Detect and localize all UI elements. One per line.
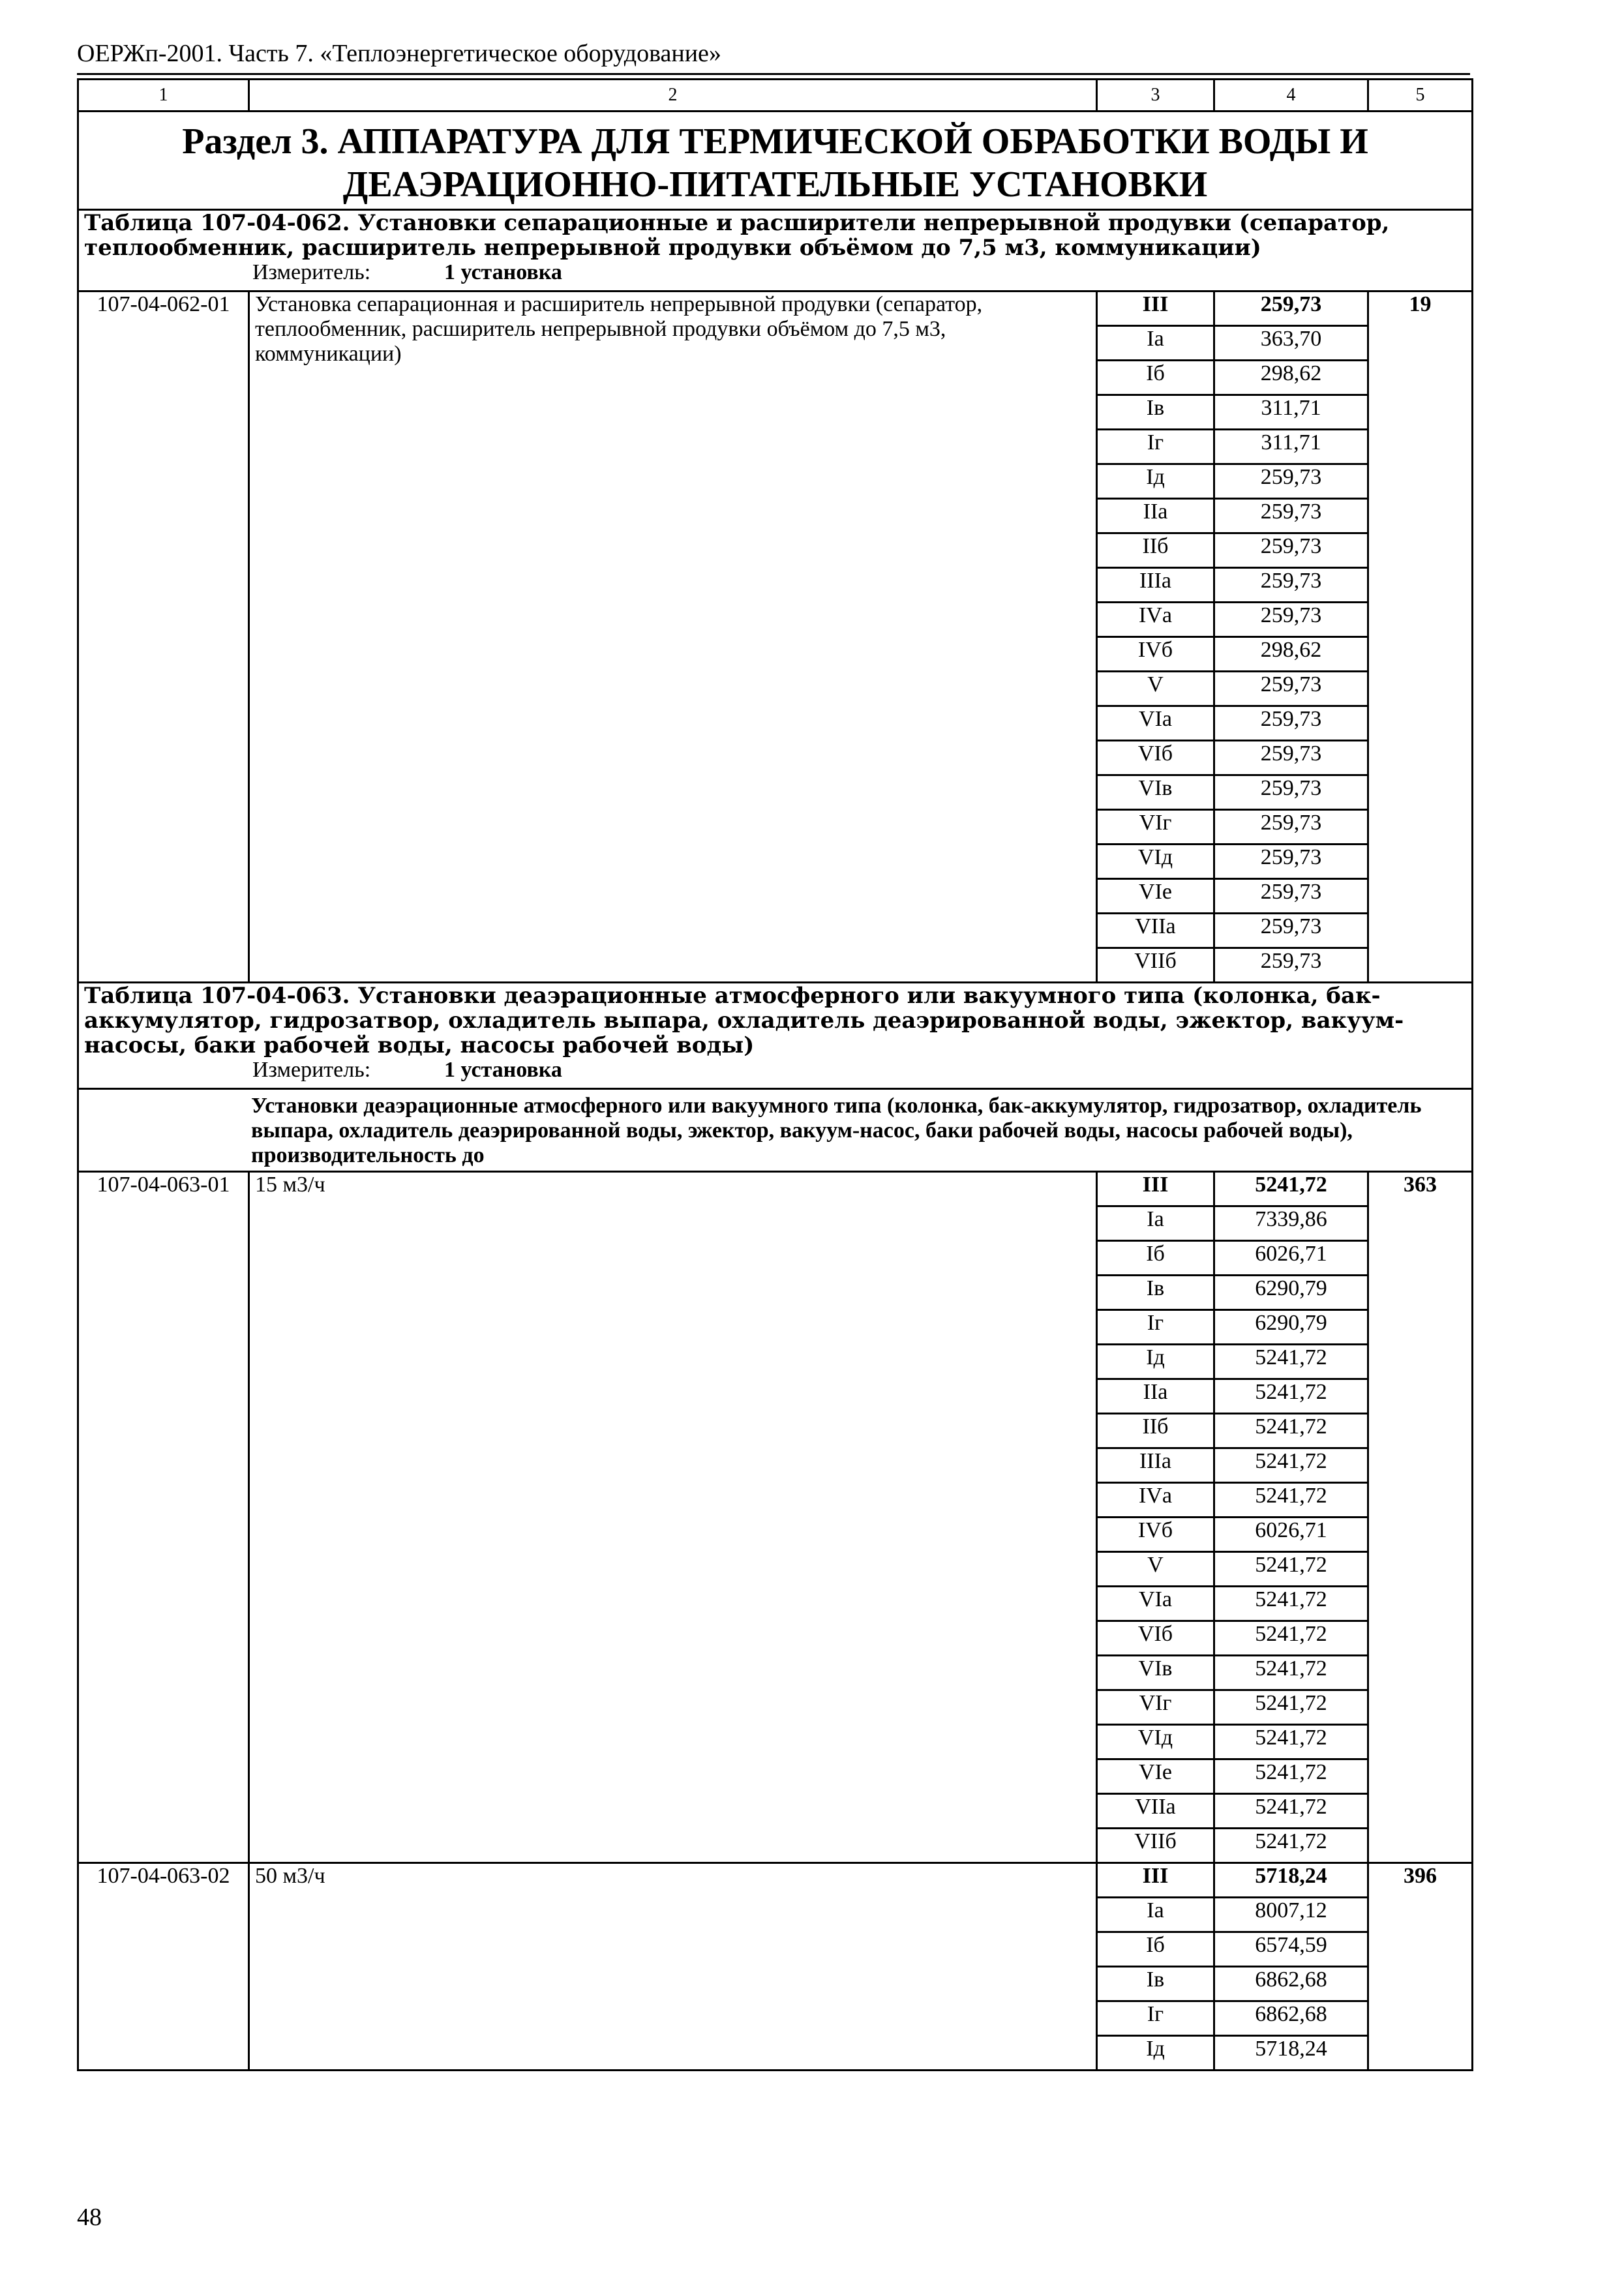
table-row bbox=[78, 292, 1473, 326]
zone-cell: VIIб bbox=[1097, 948, 1214, 983]
measure-row bbox=[78, 1058, 1473, 1089]
table-title: Таблица 107-04-062. Установки сепарационные и расширители непрерывной продувки (сепаратор, теплообменник, расширитель непрерывной продувки объёмом до 7,5 м3, коммуникации) bbox=[78, 210, 1473, 261]
price-cell: 298,62 bbox=[1214, 637, 1368, 672]
price-cell: 259,73 bbox=[1214, 706, 1368, 741]
measure-value: 1 установка bbox=[444, 1058, 562, 1082]
price-cell: 6574,59 bbox=[1214, 1932, 1368, 1967]
price-cell: 6290,79 bbox=[1214, 1310, 1368, 1345]
zone-cell: Iб bbox=[1097, 361, 1214, 395]
zone-cell: VIа bbox=[1097, 706, 1214, 741]
table-title-row bbox=[78, 983, 1473, 1058]
rates-table-body bbox=[78, 80, 1473, 2071]
sub-description: Установки деаэрационные атмосферного или вакуумного типа (колонка, бак-аккумулятор, гидрозатвор, охладитель выпара, охладитель деаэрированной воды, эжектор, вакуум-насос, баки рабочей воды, насосы рабочей воды), производительность до bbox=[78, 1089, 1473, 1172]
zone-cell: IIа bbox=[1097, 1379, 1214, 1414]
zone-cell: VIа bbox=[1097, 1587, 1214, 1621]
rate-description: 15 м3/ч bbox=[249, 1172, 1097, 1863]
zone-cell: IIа bbox=[1097, 499, 1214, 533]
zone-cell: Iг bbox=[1097, 430, 1214, 464]
price-cell: 7339,86 bbox=[1214, 1206, 1368, 1241]
zone-cell: VIб bbox=[1097, 1621, 1214, 1656]
price-cell: 6862,68 bbox=[1214, 2001, 1368, 2036]
zone-cell: Iа bbox=[1097, 1898, 1214, 1932]
zone-cell: VIг bbox=[1097, 1690, 1214, 1725]
zone-cell: Iг bbox=[1097, 1310, 1214, 1345]
table-title: Таблица 107-04-063. Установки деаэрационные атмосферного или вакуумного типа (колонка, бак-аккумулятор, гидрозатвор, охладитель выпара, охладитель деаэрированной воды, эжектор, вакуум-насосы, баки рабочей воды, насосы рабочей воды) bbox=[78, 983, 1473, 1058]
zone-cell: VIв bbox=[1097, 775, 1214, 810]
measure-value: 1 установка bbox=[444, 260, 562, 284]
price-cell: 259,73 bbox=[1214, 948, 1368, 983]
table-title-row bbox=[78, 210, 1473, 261]
price-cell: 5241,72 bbox=[1214, 1794, 1368, 1829]
section-title: Раздел 3. АППАРАТУРА ДЛЯ ТЕРМИЧЕСКОЙ ОБРАБОТКИ ВОДЫ И ДЕАЭРАЦИОННО-ПИТАТЕЛЬНЫЕ УСТАНОВКИ bbox=[78, 112, 1473, 210]
price-cell: 259,73 bbox=[1214, 914, 1368, 948]
price-cell: 259,73 bbox=[1214, 292, 1368, 326]
zone-cell: IVа bbox=[1097, 603, 1214, 637]
cost-cell: 396 bbox=[1368, 1863, 1473, 2071]
price-cell: 5241,72 bbox=[1214, 1829, 1368, 1863]
zone-cell: VIг bbox=[1097, 810, 1214, 845]
price-cell: 5241,72 bbox=[1214, 1656, 1368, 1690]
zone-cell: IIб bbox=[1097, 1414, 1214, 1448]
section-row bbox=[78, 112, 1473, 210]
measure-cell bbox=[78, 1058, 1473, 1089]
column-number: 3 bbox=[1097, 80, 1214, 112]
header-rule bbox=[77, 73, 1470, 75]
zone-cell: Iб bbox=[1097, 1932, 1214, 1967]
cost-cell: 363 bbox=[1368, 1172, 1473, 1863]
price-cell: 259,73 bbox=[1214, 845, 1368, 879]
zone-cell: Iв bbox=[1097, 1967, 1214, 2001]
zone-cell: Iг bbox=[1097, 2001, 1214, 2036]
zone-cell: IIIа bbox=[1097, 1448, 1214, 1483]
zone-cell: VIIб bbox=[1097, 1829, 1214, 1863]
price-cell: 5718,24 bbox=[1214, 1863, 1368, 1898]
price-cell: 5241,72 bbox=[1214, 1621, 1368, 1656]
price-cell: 259,73 bbox=[1214, 533, 1368, 568]
price-cell: 259,73 bbox=[1214, 741, 1368, 775]
sub-description-row bbox=[78, 1089, 1473, 1172]
zone-cell: III bbox=[1097, 1172, 1214, 1206]
price-cell: 5241,72 bbox=[1214, 1483, 1368, 1518]
zone-cell: Iд bbox=[1097, 464, 1214, 499]
price-cell: 311,71 bbox=[1214, 430, 1368, 464]
price-cell: 259,73 bbox=[1214, 499, 1368, 533]
running-header: ОЕРЖп-2001. Часть 7. «Теплоэнергетическое оборудование» bbox=[77, 40, 721, 67]
price-cell: 259,73 bbox=[1214, 464, 1368, 499]
table-row bbox=[78, 1863, 1473, 1898]
zone-cell: Iд bbox=[1097, 1345, 1214, 1379]
column-number: 4 bbox=[1214, 80, 1368, 112]
price-cell: 5241,72 bbox=[1214, 1587, 1368, 1621]
zone-cell: V bbox=[1097, 672, 1214, 706]
zone-cell: Iв bbox=[1097, 395, 1214, 430]
price-cell: 259,73 bbox=[1214, 603, 1368, 637]
zone-cell: VIIа bbox=[1097, 1794, 1214, 1829]
price-cell: 259,73 bbox=[1214, 672, 1368, 706]
measure-label: Измеритель: bbox=[252, 1058, 371, 1082]
price-cell: 298,62 bbox=[1214, 361, 1368, 395]
zone-cell: III bbox=[1097, 292, 1214, 326]
price-cell: 5718,24 bbox=[1214, 2036, 1368, 2071]
column-number: 2 bbox=[249, 80, 1097, 112]
column-number-row bbox=[78, 80, 1473, 112]
zone-cell: VIIа bbox=[1097, 914, 1214, 948]
zone-cell: VIд bbox=[1097, 1725, 1214, 1759]
price-cell: 311,71 bbox=[1214, 395, 1368, 430]
table-row bbox=[78, 1172, 1473, 1206]
zone-cell: Iа bbox=[1097, 1206, 1214, 1241]
price-cell: 5241,72 bbox=[1214, 1414, 1368, 1448]
zone-cell: VIб bbox=[1097, 741, 1214, 775]
price-cell: 5241,72 bbox=[1214, 1379, 1368, 1414]
rates-table bbox=[77, 78, 1473, 2071]
price-cell: 5241,72 bbox=[1214, 1172, 1368, 1206]
zone-cell: Iв bbox=[1097, 1276, 1214, 1310]
column-number: 5 bbox=[1368, 80, 1473, 112]
rate-description: 50 м3/ч bbox=[249, 1863, 1097, 2071]
page-number: 48 bbox=[77, 2204, 102, 2231]
price-cell: 5241,72 bbox=[1214, 1448, 1368, 1483]
zone-cell: Iа bbox=[1097, 326, 1214, 361]
cost-cell: 19 bbox=[1368, 292, 1473, 983]
price-cell: 259,73 bbox=[1214, 879, 1368, 914]
price-cell: 5241,72 bbox=[1214, 1552, 1368, 1587]
measure-row bbox=[78, 260, 1473, 292]
zone-cell: IVб bbox=[1097, 637, 1214, 672]
price-cell: 259,73 bbox=[1214, 810, 1368, 845]
column-number: 1 bbox=[78, 80, 249, 112]
zone-cell: VIе bbox=[1097, 1759, 1214, 1794]
price-cell: 6026,71 bbox=[1214, 1241, 1368, 1276]
zone-cell: IIIа bbox=[1097, 568, 1214, 603]
rate-code: 107-04-063-02 bbox=[78, 1863, 249, 2071]
zone-cell: VIд bbox=[1097, 845, 1214, 879]
zone-cell: Iб bbox=[1097, 1241, 1214, 1276]
zone-cell: Iд bbox=[1097, 2036, 1214, 2071]
zone-cell: V bbox=[1097, 1552, 1214, 1587]
zone-cell: VIе bbox=[1097, 879, 1214, 914]
rate-description: Установка сепарационная и расширитель непрерывной продувки (сепаратор, теплообменник, расширитель непрерывной продувки объёмом до 7,5 м3, коммуникации) bbox=[249, 292, 1097, 983]
price-cell: 8007,12 bbox=[1214, 1898, 1368, 1932]
rate-code: 107-04-062-01 bbox=[78, 292, 249, 983]
measure-label: Измеритель: bbox=[252, 260, 371, 284]
price-cell: 5241,72 bbox=[1214, 1345, 1368, 1379]
price-cell: 6026,71 bbox=[1214, 1518, 1368, 1552]
zone-cell: III bbox=[1097, 1863, 1214, 1898]
zone-cell: IVа bbox=[1097, 1483, 1214, 1518]
price-cell: 363,70 bbox=[1214, 326, 1368, 361]
rate-code: 107-04-063-01 bbox=[78, 1172, 249, 1863]
price-cell: 5241,72 bbox=[1214, 1725, 1368, 1759]
zone-cell: VIв bbox=[1097, 1656, 1214, 1690]
price-cell: 5241,72 bbox=[1214, 1759, 1368, 1794]
zone-cell: IIб bbox=[1097, 533, 1214, 568]
measure-cell bbox=[78, 260, 1473, 292]
zone-cell: IVб bbox=[1097, 1518, 1214, 1552]
price-cell: 259,73 bbox=[1214, 568, 1368, 603]
price-cell: 6862,68 bbox=[1214, 1967, 1368, 2001]
price-cell: 5241,72 bbox=[1214, 1690, 1368, 1725]
price-cell: 6290,79 bbox=[1214, 1276, 1368, 1310]
price-cell: 259,73 bbox=[1214, 775, 1368, 810]
